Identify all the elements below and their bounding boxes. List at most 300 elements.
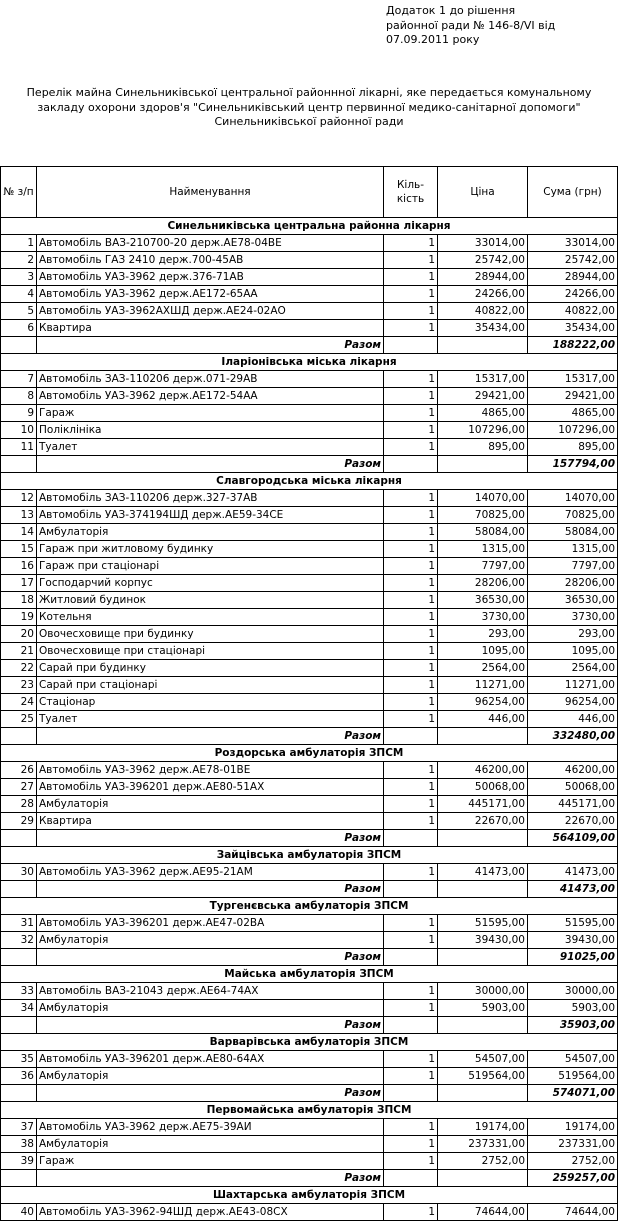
item-price: 14070,00	[438, 490, 528, 507]
row-number: 11	[1, 439, 37, 456]
table-row	[1, 694, 618, 711]
total-spacer	[384, 1085, 438, 1102]
item-quantity: 1	[384, 252, 438, 269]
table-row	[1, 660, 618, 677]
item-price: 22670,00	[438, 813, 528, 830]
item-sum: 2752,00	[528, 1153, 618, 1170]
item-quantity: 1	[384, 1136, 438, 1153]
item-quantity: 1	[384, 558, 438, 575]
item-sum: 46200,00	[528, 762, 618, 779]
item-quantity: 1	[384, 320, 438, 337]
total-spacer	[384, 1170, 438, 1187]
row-number: 29	[1, 813, 37, 830]
table-row	[1, 269, 618, 286]
item-price: 2564,00	[438, 660, 528, 677]
total-label: Разом	[37, 830, 384, 847]
item-name: Автомобіль ВАЗ-21043 держ.АЕ64-74АХ	[37, 983, 384, 1000]
table-row	[1, 490, 618, 507]
item-sum: 51595,00	[528, 915, 618, 932]
total-label: Разом	[37, 1085, 384, 1102]
item-price: 19174,00	[438, 1119, 528, 1136]
row-number: 12	[1, 490, 37, 507]
item-price: 1095,00	[438, 643, 528, 660]
item-quantity: 1	[384, 864, 438, 881]
total-value: 259257,00	[528, 1170, 618, 1187]
section-title: Шахтарська амбулаторія ЗПСМ	[1, 1187, 618, 1204]
table-row	[1, 677, 618, 694]
row-number: 1	[1, 235, 37, 252]
item-quantity: 1	[384, 762, 438, 779]
total-value: 157794,00	[528, 456, 618, 473]
item-sum: 446,00	[528, 711, 618, 728]
table-row	[1, 796, 618, 813]
item-name: Житловий будинок	[37, 592, 384, 609]
table-row	[1, 524, 618, 541]
section-header-row	[1, 218, 618, 235]
item-name: Амбулаторія	[37, 1000, 384, 1017]
total-value: 332480,00	[528, 728, 618, 745]
table-header-row	[1, 167, 618, 218]
table-row	[1, 1000, 618, 1017]
item-quantity: 1	[384, 592, 438, 609]
total-spacer	[384, 337, 438, 354]
row-number: 14	[1, 524, 37, 541]
item-price: 54507,00	[438, 1051, 528, 1068]
item-price: 11271,00	[438, 677, 528, 694]
item-quantity: 1	[384, 371, 438, 388]
item-name: Автомобіль УАЗ-396201 держ.АЕ80-51АХ	[37, 779, 384, 796]
row-number: 21	[1, 643, 37, 660]
table-row	[1, 779, 618, 796]
total-spacer	[1, 1017, 37, 1034]
appendix-line-1: Додаток 1 до рішення	[386, 4, 516, 17]
total-spacer	[438, 881, 528, 898]
item-sum: 237331,00	[528, 1136, 618, 1153]
item-quantity: 1	[384, 303, 438, 320]
item-sum: 40822,00	[528, 303, 618, 320]
item-price: 895,00	[438, 439, 528, 456]
table-row	[1, 1136, 618, 1153]
section-total-row	[1, 456, 618, 473]
total-spacer	[1, 949, 37, 966]
total-spacer	[438, 1170, 528, 1187]
section-title: Тургенєвська амбулаторія ЗПСМ	[1, 898, 618, 915]
section-title: Славгородська міська лікарня	[1, 473, 618, 490]
item-sum: 11271,00	[528, 677, 618, 694]
total-spacer	[384, 728, 438, 745]
item-price: 74644,00	[438, 1204, 528, 1221]
item-name: Овочесховище при будинку	[37, 626, 384, 643]
row-number: 13	[1, 507, 37, 524]
item-quantity: 1	[384, 626, 438, 643]
item-name: Гараж	[37, 1153, 384, 1170]
item-name: Автомобіль УАЗ-3962 держ.АЕ172-54АА	[37, 388, 384, 405]
row-number: 35	[1, 1051, 37, 1068]
table-row	[1, 303, 618, 320]
item-name: Автомобіль ЗАЗ-110206 держ.327-37АВ	[37, 490, 384, 507]
row-number: 27	[1, 779, 37, 796]
table-row	[1, 575, 618, 592]
item-price: 40822,00	[438, 303, 528, 320]
table-row	[1, 813, 618, 830]
section-header-row	[1, 354, 618, 371]
item-price: 28944,00	[438, 269, 528, 286]
item-sum: 39430,00	[528, 932, 618, 949]
item-price: 39430,00	[438, 932, 528, 949]
item-sum: 5903,00	[528, 1000, 618, 1017]
row-number: 26	[1, 762, 37, 779]
item-sum: 25742,00	[528, 252, 618, 269]
item-quantity: 1	[384, 1204, 438, 1221]
item-quantity: 1	[384, 932, 438, 949]
item-quantity: 1	[384, 1051, 438, 1068]
item-price: 33014,00	[438, 235, 528, 252]
item-quantity: 1	[384, 779, 438, 796]
item-quantity: 1	[384, 983, 438, 1000]
item-sum: 54507,00	[528, 1051, 618, 1068]
header-sum: Сума (грн)	[528, 167, 618, 218]
item-name: Амбулаторія	[37, 932, 384, 949]
item-price: 41473,00	[438, 864, 528, 881]
item-price: 293,00	[438, 626, 528, 643]
item-sum: 35434,00	[528, 320, 618, 337]
total-value: 41473,00	[528, 881, 618, 898]
table-row	[1, 1204, 618, 1221]
table-row	[1, 864, 618, 881]
total-label: Разом	[37, 949, 384, 966]
item-sum: 33014,00	[528, 235, 618, 252]
table-row	[1, 439, 618, 456]
item-price: 58084,00	[438, 524, 528, 541]
appendix-line-2: районної ради № 146-8/VI від	[386, 18, 556, 32]
table-row	[1, 1068, 618, 1085]
item-price: 2752,00	[438, 1153, 528, 1170]
table-row	[1, 252, 618, 269]
item-price: 445171,00	[438, 796, 528, 813]
item-sum: 107296,00	[528, 422, 618, 439]
row-number: 15	[1, 541, 37, 558]
section-header-row	[1, 1187, 618, 1204]
item-quantity: 1	[384, 269, 438, 286]
total-spacer	[1, 1085, 37, 1102]
item-price: 51595,00	[438, 915, 528, 932]
item-price: 15317,00	[438, 371, 528, 388]
appendix-note	[386, 4, 555, 48]
row-number: 34	[1, 1000, 37, 1017]
item-quantity: 1	[384, 541, 438, 558]
total-spacer	[1, 881, 37, 898]
row-number: 32	[1, 932, 37, 949]
item-name: Автомобіль УАЗ-3962 держ.376-71АВ	[37, 269, 384, 286]
row-number: 40	[1, 1204, 37, 1221]
item-price: 446,00	[438, 711, 528, 728]
row-number: 37	[1, 1119, 37, 1136]
total-spacer	[1, 456, 37, 473]
item-sum: 445171,00	[528, 796, 618, 813]
item-sum: 70825,00	[528, 507, 618, 524]
table-row	[1, 286, 618, 303]
item-sum: 22670,00	[528, 813, 618, 830]
table-body	[1, 218, 618, 1221]
table-row	[1, 1051, 618, 1068]
row-number: 39	[1, 1153, 37, 1170]
row-number: 8	[1, 388, 37, 405]
item-price: 7797,00	[438, 558, 528, 575]
table-row	[1, 507, 618, 524]
section-total-row	[1, 1017, 618, 1034]
item-quantity: 1	[384, 677, 438, 694]
item-sum: 41473,00	[528, 864, 618, 881]
row-number: 16	[1, 558, 37, 575]
table-row	[1, 643, 618, 660]
item-price: 28206,00	[438, 575, 528, 592]
item-sum: 15317,00	[528, 371, 618, 388]
total-spacer	[384, 881, 438, 898]
item-sum: 293,00	[528, 626, 618, 643]
table-row	[1, 422, 618, 439]
item-sum: 28944,00	[528, 269, 618, 286]
table-row	[1, 1119, 618, 1136]
total-spacer	[438, 949, 528, 966]
item-sum: 28206,00	[528, 575, 618, 592]
section-total-row	[1, 881, 618, 898]
total-spacer	[438, 728, 528, 745]
section-total-row	[1, 1170, 618, 1187]
item-name: Гараж	[37, 405, 384, 422]
section-header-row	[1, 1102, 618, 1119]
total-label: Разом	[37, 881, 384, 898]
header-name: Найменування	[37, 167, 384, 218]
row-number: 2	[1, 252, 37, 269]
item-price: 70825,00	[438, 507, 528, 524]
item-name: Автомобіль УАЗ-3962 держ.АЕ95-21АМ	[37, 864, 384, 881]
table-row	[1, 541, 618, 558]
total-spacer	[1, 830, 37, 847]
total-value: 35903,00	[528, 1017, 618, 1034]
item-quantity: 1	[384, 1000, 438, 1017]
item-sum: 14070,00	[528, 490, 618, 507]
section-header-row	[1, 847, 618, 864]
item-price: 1315,00	[438, 541, 528, 558]
item-price: 46200,00	[438, 762, 528, 779]
item-quantity: 1	[384, 405, 438, 422]
item-price: 96254,00	[438, 694, 528, 711]
item-quantity: 1	[384, 524, 438, 541]
total-label: Разом	[37, 1017, 384, 1034]
item-name: Гараж при житловому будинку	[37, 541, 384, 558]
item-price: 107296,00	[438, 422, 528, 439]
row-number: 38	[1, 1136, 37, 1153]
header-price: Ціна	[438, 167, 528, 218]
item-quantity: 1	[384, 422, 438, 439]
row-number: 33	[1, 983, 37, 1000]
row-number: 22	[1, 660, 37, 677]
document-intro: Перелік майна Синельниківської центральної районнної лікарні, яке передається комунальному закладу охорони здоров'я "Синельниківський центр первинної медико-санітарної допомоги" Синельниківської районної ради	[26, 86, 592, 128]
section-total-row	[1, 728, 618, 745]
item-name: Автомобіль УАЗ-3962 держ.АЕ172-65АА	[37, 286, 384, 303]
section-title: Зайцівська амбулаторія ЗПСМ	[1, 847, 618, 864]
table-row	[1, 235, 618, 252]
header-quantity: Кіль-кість	[384, 167, 438, 218]
section-title: Варварівська амбулаторія ЗПСМ	[1, 1034, 618, 1051]
item-sum: 36530,00	[528, 592, 618, 609]
item-price: 36530,00	[438, 592, 528, 609]
item-name: Автомобіль ГАЗ 2410 держ.700-45АВ	[37, 252, 384, 269]
section-header-row	[1, 473, 618, 490]
item-sum: 74644,00	[528, 1204, 618, 1221]
row-number: 31	[1, 915, 37, 932]
item-quantity: 1	[384, 609, 438, 626]
row-number: 36	[1, 1068, 37, 1085]
table-row	[1, 1153, 618, 1170]
table-row	[1, 609, 618, 626]
item-quantity: 1	[384, 286, 438, 303]
item-price: 35434,00	[438, 320, 528, 337]
section-title: Синельниківська центральна районна лікарня	[1, 218, 618, 235]
table-row	[1, 405, 618, 422]
item-name: Амбулаторія	[37, 1136, 384, 1153]
item-sum: 96254,00	[528, 694, 618, 711]
table-row	[1, 592, 618, 609]
section-title: Роздорська амбулаторія ЗПСМ	[1, 745, 618, 762]
item-name: Квартира	[37, 320, 384, 337]
item-name: Автомобіль УАЗ-396201 держ.АЕ47-02ВА	[37, 915, 384, 932]
total-spacer	[384, 456, 438, 473]
item-sum: 1095,00	[528, 643, 618, 660]
item-name: Автомобіль ЗАЗ-110206 держ.071-29АВ	[37, 371, 384, 388]
section-total-row	[1, 337, 618, 354]
item-quantity: 1	[384, 235, 438, 252]
total-spacer	[438, 337, 528, 354]
header-number: № з/п	[1, 167, 37, 218]
item-sum: 3730,00	[528, 609, 618, 626]
table-row	[1, 762, 618, 779]
item-sum: 58084,00	[528, 524, 618, 541]
total-value: 564109,00	[528, 830, 618, 847]
table-row	[1, 711, 618, 728]
item-name: Котельня	[37, 609, 384, 626]
item-sum: 7797,00	[528, 558, 618, 575]
table-row	[1, 320, 618, 337]
row-number: 5	[1, 303, 37, 320]
item-name: Квартира	[37, 813, 384, 830]
item-sum: 1315,00	[528, 541, 618, 558]
item-quantity: 1	[384, 1068, 438, 1085]
row-number: 28	[1, 796, 37, 813]
total-label: Разом	[37, 728, 384, 745]
item-name: Сарай при будинку	[37, 660, 384, 677]
item-name: Автомобіль УАЗ-3962АХШД держ.АЕ24-02АО	[37, 303, 384, 320]
table-row	[1, 932, 618, 949]
total-label: Разом	[37, 456, 384, 473]
item-name: Туалет	[37, 711, 384, 728]
table-row	[1, 388, 618, 405]
row-number: 3	[1, 269, 37, 286]
row-number: 6	[1, 320, 37, 337]
item-quantity: 1	[384, 490, 438, 507]
row-number: 19	[1, 609, 37, 626]
item-price: 24266,00	[438, 286, 528, 303]
row-number: 17	[1, 575, 37, 592]
row-number: 23	[1, 677, 37, 694]
item-name: Амбулаторія	[37, 796, 384, 813]
table-row	[1, 915, 618, 932]
item-quantity: 1	[384, 813, 438, 830]
row-number: 4	[1, 286, 37, 303]
property-table	[0, 166, 618, 1221]
item-price: 5903,00	[438, 1000, 528, 1017]
appendix-line-3: 07.09.2011 року	[386, 33, 480, 46]
item-price: 3730,00	[438, 609, 528, 626]
item-sum: 29421,00	[528, 388, 618, 405]
total-spacer	[438, 830, 528, 847]
total-spacer	[1, 1170, 37, 1187]
item-name: Овочесховище при стаціонарі	[37, 643, 384, 660]
table-row	[1, 558, 618, 575]
section-total-row	[1, 949, 618, 966]
table-row	[1, 626, 618, 643]
item-name: Автомобіль УАЗ-396201 держ.АЕ80-64АХ	[37, 1051, 384, 1068]
section-total-row	[1, 830, 618, 847]
item-quantity: 1	[384, 507, 438, 524]
total-value: 574071,00	[528, 1085, 618, 1102]
row-number: 30	[1, 864, 37, 881]
row-number: 20	[1, 626, 37, 643]
section-title: Майська амбулаторія ЗПСМ	[1, 966, 618, 983]
total-spacer	[384, 1017, 438, 1034]
item-quantity: 1	[384, 388, 438, 405]
section-header-row	[1, 898, 618, 915]
row-number: 18	[1, 592, 37, 609]
total-spacer	[384, 949, 438, 966]
total-label: Разом	[37, 337, 384, 354]
item-name: Гараж при стаціонарі	[37, 558, 384, 575]
item-name: Автомобіль ВАЗ-210700-20 держ.АЕ78-04ВЕ	[37, 235, 384, 252]
item-price: 237331,00	[438, 1136, 528, 1153]
item-quantity: 1	[384, 796, 438, 813]
table-row	[1, 983, 618, 1000]
item-sum: 4865,00	[528, 405, 618, 422]
item-quantity: 1	[384, 575, 438, 592]
row-number: 25	[1, 711, 37, 728]
row-number: 9	[1, 405, 37, 422]
item-price: 50068,00	[438, 779, 528, 796]
item-name: Автомобіль УАЗ-3962 держ.АЕ75-39АИ	[37, 1119, 384, 1136]
item-price: 25742,00	[438, 252, 528, 269]
item-name: Стаціонар	[37, 694, 384, 711]
item-quantity: 1	[384, 660, 438, 677]
item-name: Автомобіль УАЗ-3962 держ.АЕ78-01ВЕ	[37, 762, 384, 779]
item-sum: 50068,00	[528, 779, 618, 796]
item-name: Амбулаторія	[37, 524, 384, 541]
item-name: Сарай при стаціонарі	[37, 677, 384, 694]
item-sum: 30000,00	[528, 983, 618, 1000]
item-quantity: 1	[384, 915, 438, 932]
row-number: 10	[1, 422, 37, 439]
section-total-row	[1, 1085, 618, 1102]
item-price: 519564,00	[438, 1068, 528, 1085]
item-quantity: 1	[384, 439, 438, 456]
item-price: 29421,00	[438, 388, 528, 405]
section-title: Іларіонівська міська лікарня	[1, 354, 618, 371]
total-spacer	[438, 1017, 528, 1034]
item-quantity: 1	[384, 711, 438, 728]
total-spacer	[1, 337, 37, 354]
item-name: Поліклініка	[37, 422, 384, 439]
total-spacer	[384, 830, 438, 847]
section-header-row	[1, 745, 618, 762]
item-quantity: 1	[384, 1153, 438, 1170]
